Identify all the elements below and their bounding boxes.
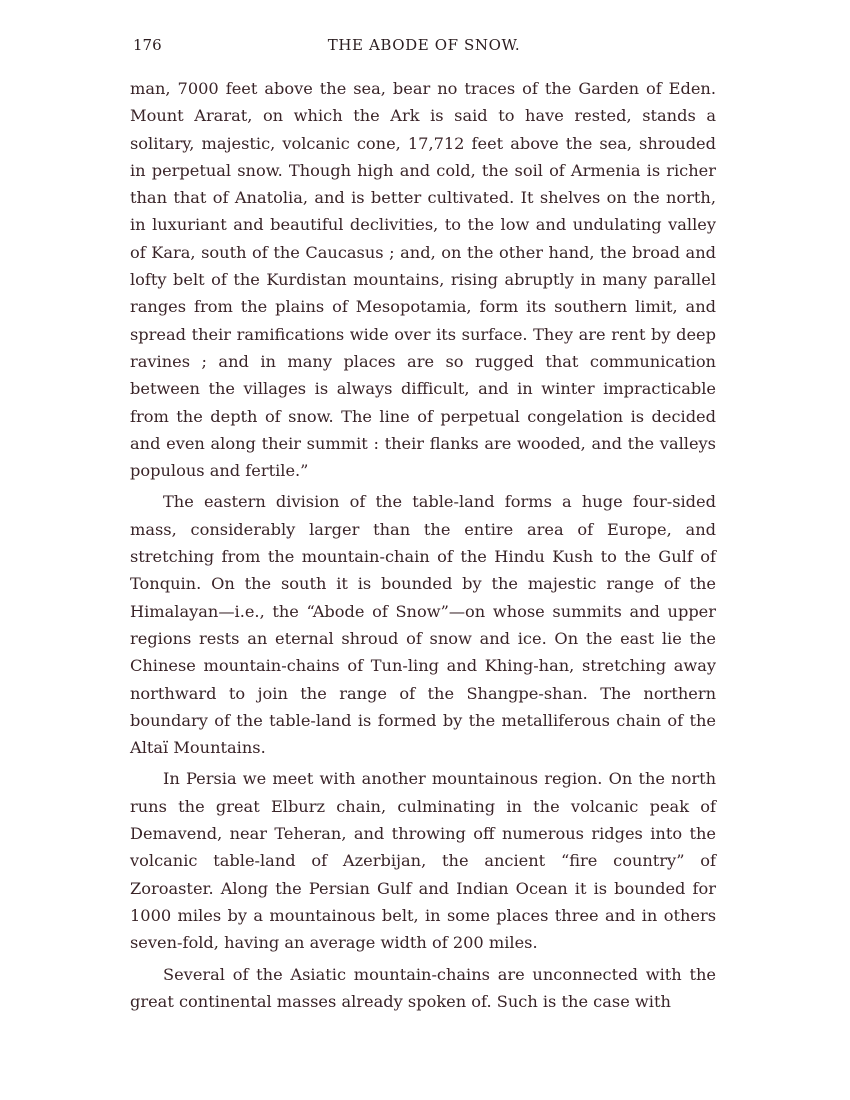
paragraph-asiatic-chains: Several of the Asiatic mountain-chains are unconnected with the great continental masses already spoken of. Such is the case with bbox=[130, 964, 716, 1011]
body-text bbox=[130, 75, 716, 1015]
running-title: THE ABODE OF SNOW. bbox=[327, 36, 521, 54]
paragraph-eastern-division: The eastern division of the table-land forms a huge four-sided mass, considerably larger than the entire area of Europe, and stretching from the mountain-chain of the Hindu Kush to the Gulf of Tonquin. On the south it is bounded by the majestic range of the Himalayan—i.e., the “Abode of Snow”—on whose summits and upper regions rests an eternal shroud of snow and ice. On the east lie the Chinese mountain-chains of Tun-ling and Khing-han, stretching away northward to join the range of the Shangpe-shan. The northern boundary of the table-land is formed by the metalliferous chain of the Altaï Mountains. bbox=[130, 492, 716, 758]
page-number: 176 bbox=[133, 36, 162, 54]
page-header bbox=[133, 36, 715, 60]
paragraph-continuation: man, 7000 feet above the sea, bear no traces of the Garden of Eden. Mount Ararat, on which the Ark is said to have rested, stands a solitary, majestic, volcanic cone, 17,712 feet above the sea, shrouded in perpetual snow. Though high and cold, the soil of Armenia is richer than that of Anatolia, and is better cultivated. It shelves on the north, in luxuriant and beautiful declivities, to the low and undulating valley of Kara, south of the Caucasus ; and, on the other hand, the broad and lofty belt of the Kurdistan mountains, rising abruptly in many parallel ranges from the plains of Mesopotamia, form its southern limit, and spread their ramifications wide over its surface. They are rent by deep ravines ; and in many places are so rugged that communication between the villages is always difficult, and in winter impracticable from the depth of snow. The line of perpetual congelation is decided and even along their summit : their flanks are wooded, and the valleys populous and fertile.” bbox=[130, 79, 716, 481]
paragraph-persia: In Persia we meet with another mountainous region. On the north runs the great Elburz chain, culminating in the volcanic peak of Demavend, near Teheran, and throwing off numerous ridges into the volcanic table-land of Azerbijan, the ancient “fire country” of Zoroaster. Along the Persian Gulf and Indian Ocean it is bounded for 1000 miles by a mountainous belt, in some places three and in others seven-fold, having an average width of 200 miles. bbox=[130, 769, 716, 953]
